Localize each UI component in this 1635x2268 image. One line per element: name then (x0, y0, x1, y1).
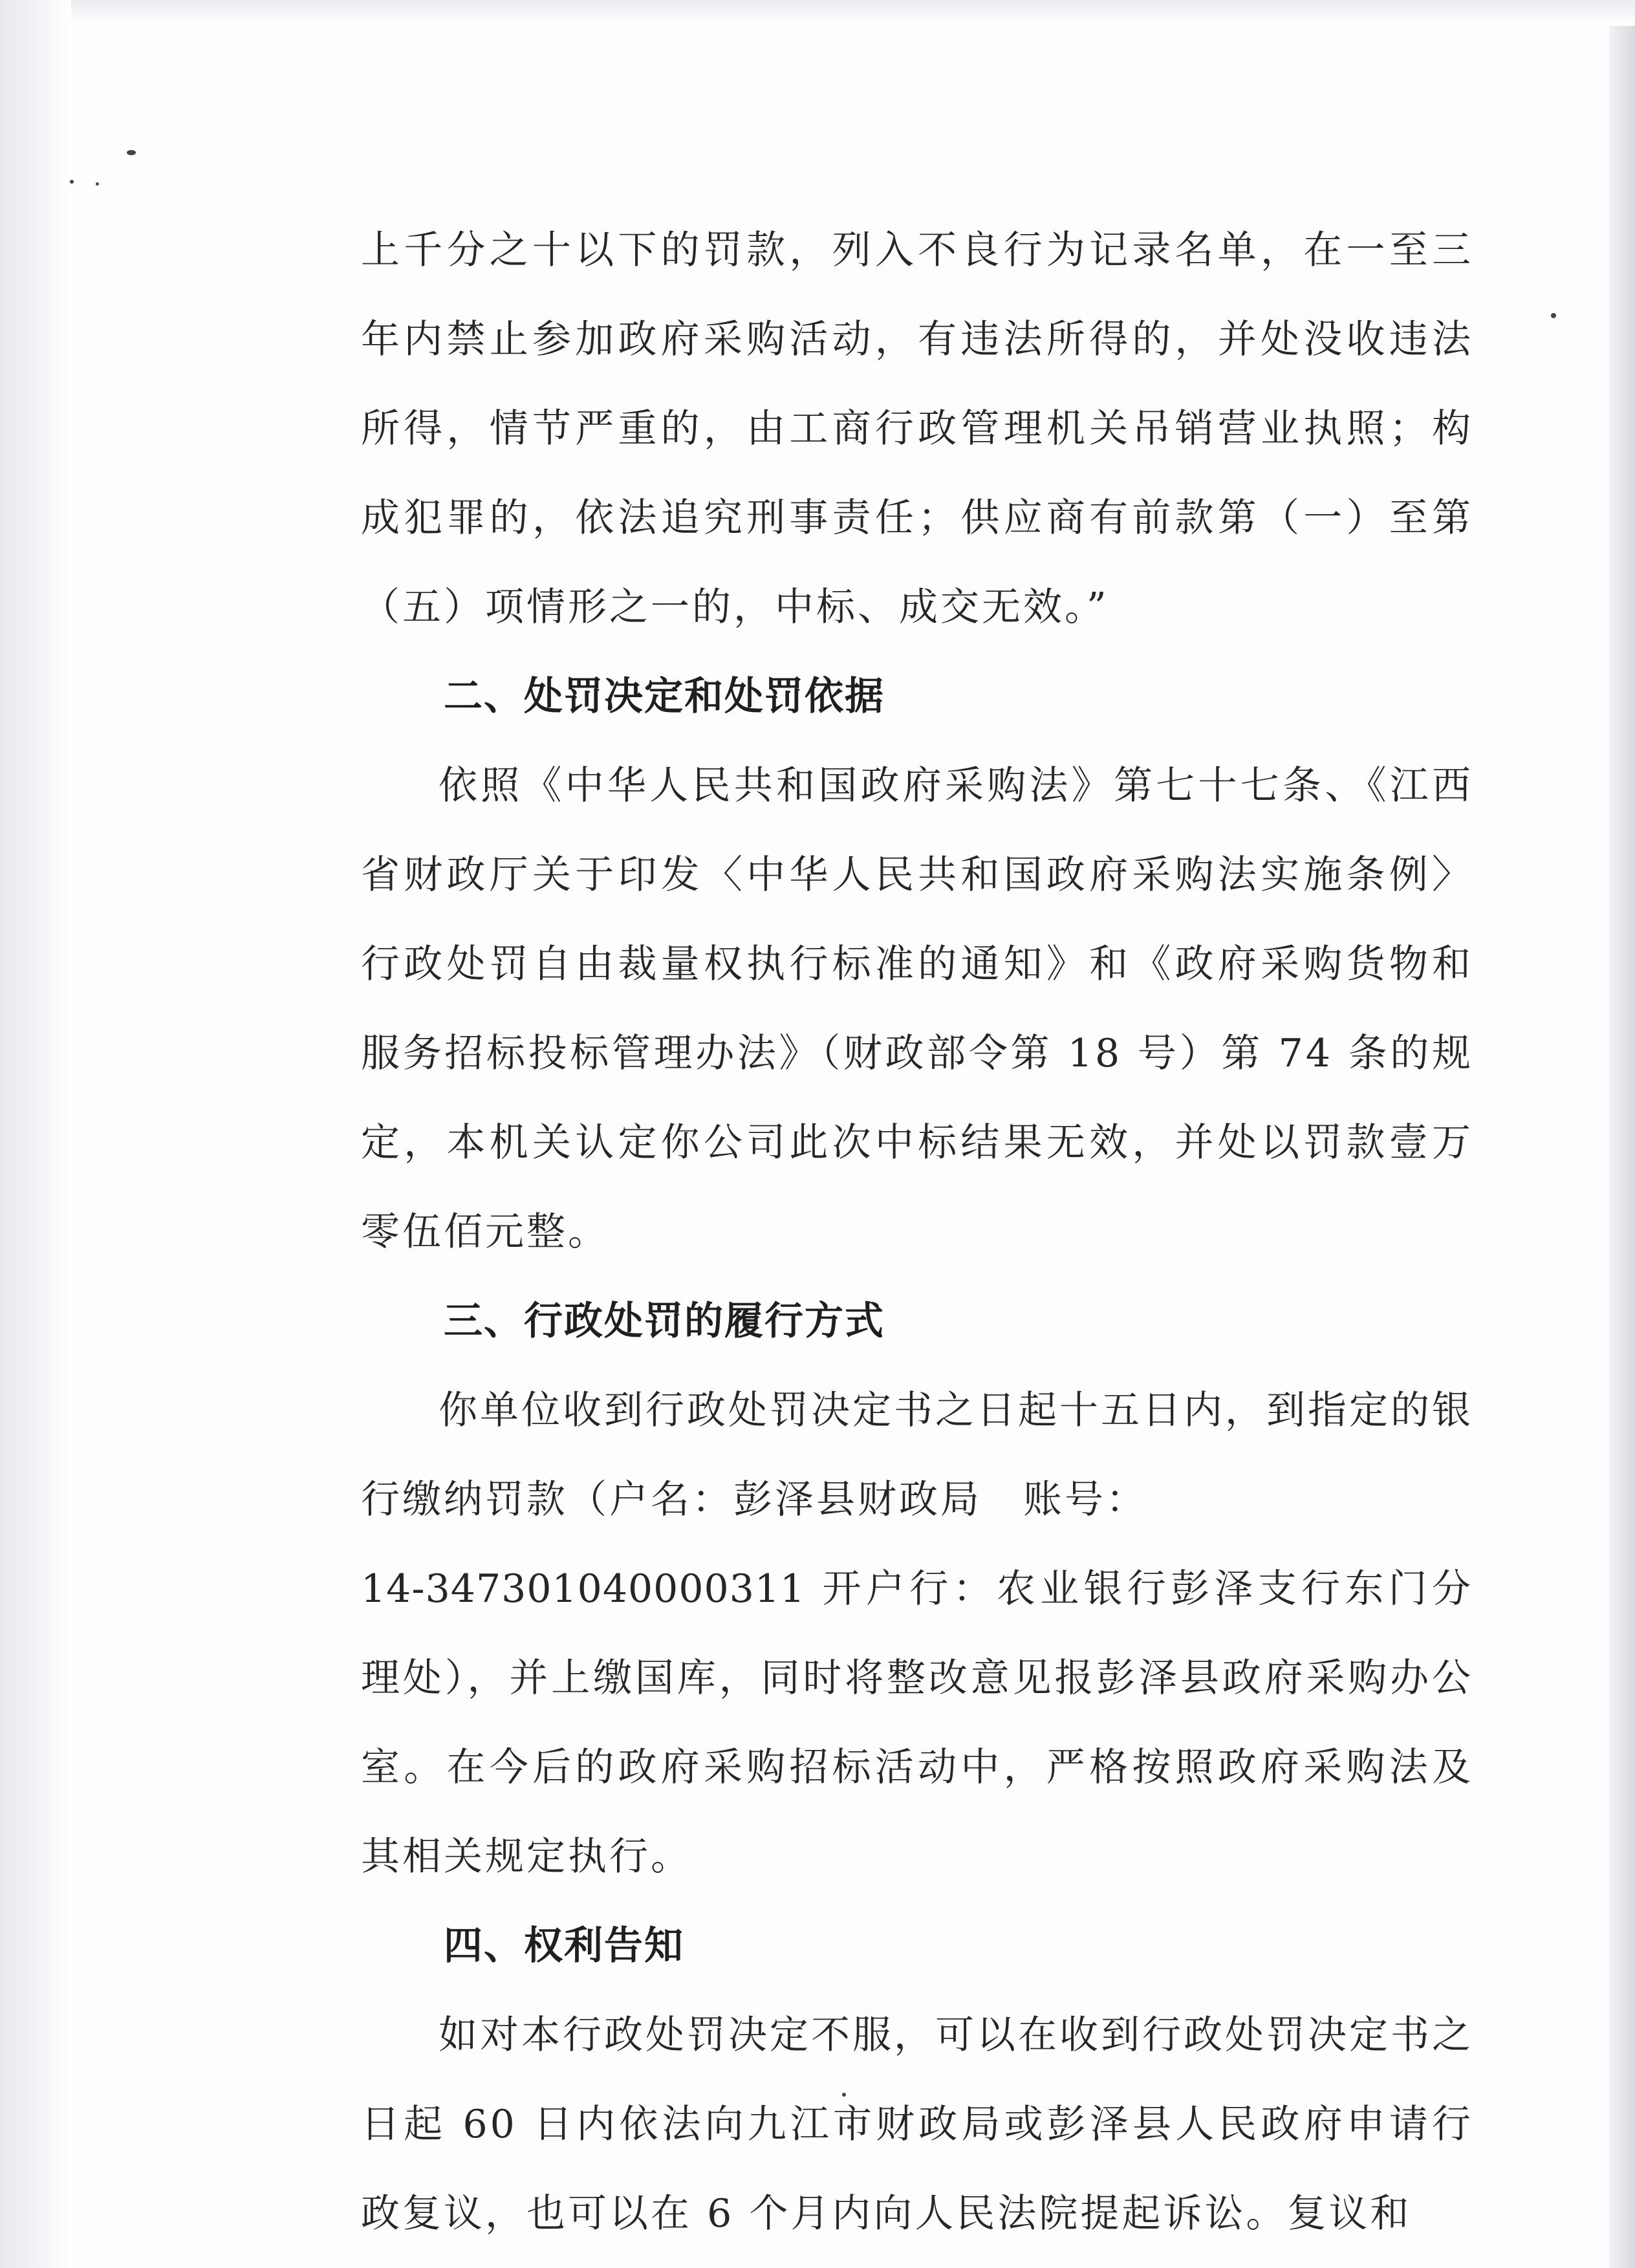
section-body-rights-notice: 如对本行政处罚决定不服，可以在收到行政处罚决定书之日起 60 日内依法向九江市财政局或彭泽县人民政府申请行政复议，也可以在 6 个月内向人民法院提起诉讼。复议和 (361, 2013, 1473, 2236)
scan-speck (70, 180, 74, 184)
section-heading-rights-notice: 四、权利告知 (444, 1923, 684, 1969)
scan-right-edge (1609, 26, 1635, 2268)
section-heading-penalty-decision: 二、处罚决定和处罚依据 (444, 674, 885, 719)
scan-speck (127, 150, 136, 155)
section-body-penalty-decision: 依照《中华人民共和国政府采购法》第七十七条、《江西省财政厅关于印发〈中华人民共和国政府采购法实施条例〉行政处罚自由裁量权执行标准的通知》和《政府采购货物和服务招标投标管理办法》（财政部令第 18 号）第 74 条的规定，本机关认定你公司此次中标结果无效，并处以罚款壹万零伍佰元整。 (361, 763, 1473, 1255)
scan-speck (96, 182, 99, 186)
scan-speck (1551, 313, 1556, 318)
section-heading-payment-method: 三、行政处罚的履行方式 (444, 1299, 885, 1344)
payment-text-part2: 开户行：农业银行彭泽支行东门分理处），并上缴国库，同时将整改意见报彭泽县政府采购办公室。在今后的政府采购招标活动中，严格按照政府采购法及其相关规定执行。 (361, 1566, 1473, 1879)
bank-account-number: 14-347301040000311 (361, 1566, 806, 1612)
scan-left-shadow (0, 0, 71, 2268)
scan-top-edge (0, 0, 1635, 26)
payment-text-part1: 你单位收到行政处罚决定书之日起十五日内，到指定的银行缴纳罚款（户名：彭泽县财政局 账号： (361, 1388, 1473, 1522)
continuation-paragraph: 上千分之十以下的罚款，列入不良行为记录名单，在一至三年内禁止参加政府采购活动，有违法所得的，并处没收违法所得，情节严重的，由工商行政管理机关吊销营业执照；构成犯罪的，依法追究刑事责任；供应商有前款第（一）至第（五）项情形之一的，中标、成交无效。” (361, 228, 1473, 630)
section-body-payment-method (361, 1366, 1473, 1901)
document-body (361, 206, 1473, 2258)
